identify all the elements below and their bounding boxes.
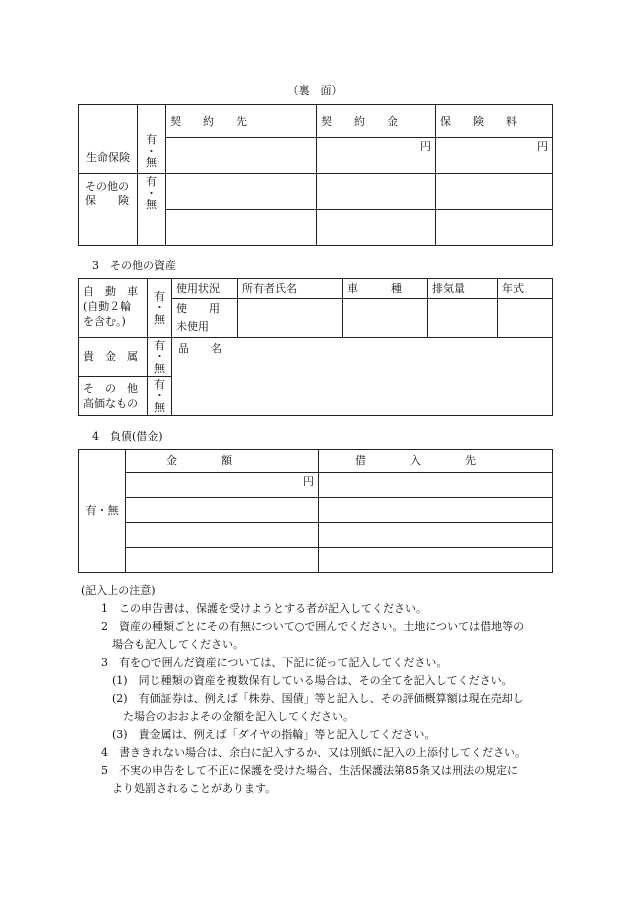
notes-section: [81, 582, 557, 798]
section4-title: 4 負債(借金): [92, 430, 163, 443]
note-line: た場合のおおよその金額を記入してください。: [101, 710, 354, 723]
displacement-cell[interactable]: [428, 299, 498, 338]
note-line: 4 書ききれない場合は、余白に記入するか、又は別紙に記入の上添付してください。: [101, 746, 526, 759]
note-line: 場合も記入してください。: [101, 638, 244, 651]
debt-lender-cell-4[interactable]: [319, 548, 553, 573]
debt-lender-cell-3[interactable]: [319, 523, 553, 548]
note-line: 1 この申告書は、保護を受けようとする者が記入してください。: [101, 602, 427, 615]
life-insurance-label: 生命保険: [79, 105, 138, 174]
debt-table: [78, 449, 553, 573]
header-usage: 使用状況: [172, 279, 238, 299]
life-amount-cell[interactable]: 円: [317, 138, 436, 174]
header-model-year: 年式: [498, 279, 553, 299]
debt-lender-cell-1[interactable]: [319, 473, 553, 498]
header-lender: 借 入 先: [319, 450, 553, 473]
section3-title: 3 その他の資産: [92, 259, 176, 272]
precious-ari-nashi[interactable]: 有 ・ 無: [148, 338, 172, 377]
note-line: 3 有を○で囲んだ資産については、下記に従って記入してください。: [101, 656, 448, 669]
car-label: 自 動 車 (自動２輪 を含む。): [79, 279, 148, 338]
other-premium-cell-2[interactable]: [436, 210, 553, 246]
usage-cell[interactable]: 使 用 未使用: [172, 299, 238, 338]
other-contractor-cell-2[interactable]: [166, 210, 317, 246]
assets-table: [78, 278, 553, 416]
note-line: (3) 貴金属は、例えば「ダイヤの指輪」等と記入してください。: [101, 728, 436, 741]
debt-amount-cell-2[interactable]: [126, 498, 319, 523]
car-type-cell[interactable]: [343, 299, 428, 338]
debt-amount-cell-1[interactable]: 円: [126, 473, 319, 498]
header-owner-name: 所有者氏名: [238, 279, 343, 299]
other-contractor-cell-1[interactable]: [166, 174, 317, 210]
other-valuables-ari-nashi[interactable]: 有 ・ 無: [148, 377, 172, 416]
header-contract-amount: 契 約 金: [317, 105, 436, 138]
life-contractor-cell[interactable]: [166, 138, 317, 174]
car-ari-nashi[interactable]: 有 ・ 無: [148, 279, 172, 338]
debt-amount-cell-3[interactable]: [126, 523, 319, 548]
life-premium-cell[interactable]: 円: [436, 138, 553, 174]
other-premium-cell-1[interactable]: [436, 174, 553, 210]
debt-lender-cell-2[interactable]: [319, 498, 553, 523]
note-line: より処罰されることがあります。: [101, 782, 277, 795]
other-amount-cell-1[interactable]: [317, 174, 436, 210]
other-insurance-ari-nashi[interactable]: 有 ・ 無: [138, 174, 166, 246]
precious-metals-label: 貴 金 属: [79, 338, 148, 377]
insurance-table: [78, 104, 553, 246]
header-car-type: 車 種: [343, 279, 428, 299]
page-title: （裏 面）: [287, 84, 343, 97]
notes-title: (記入上の注意): [81, 584, 156, 597]
debt-amount-cell-4[interactable]: [126, 548, 319, 573]
header-premium: 保 険 料: [436, 105, 553, 138]
note-line: (1) 同じ種類の資産を複数保有している場合は、その全てを記入してください。: [101, 674, 513, 687]
model-year-cell[interactable]: [498, 299, 553, 338]
note-line: 5 不実の申告をして不正に保護を受けた場合、生活保護法第85条又は刑法の規定に: [101, 764, 518, 777]
owner-name-cell[interactable]: [238, 299, 343, 338]
header-displacement: 排気量: [428, 279, 498, 299]
other-valuables-label: そ の 他 高価なもの: [79, 377, 148, 416]
life-insurance-ari-nashi[interactable]: 有 ・ 無: [138, 105, 166, 174]
header-amount: 金 額: [126, 450, 319, 473]
item-name-cell[interactable]: 品 名: [172, 338, 553, 416]
note-line: 2 資産の種類ごとにその有無について○で囲んでください。土地については借地等の: [101, 620, 525, 633]
note-line: (2) 有価証券は、例えば「株券、国債」等と記入し、その評価概算額は現在売却し: [101, 692, 524, 705]
other-amount-cell-2[interactable]: [317, 210, 436, 246]
debt-ari-nashi[interactable]: 有・無: [79, 450, 126, 573]
other-insurance-label: その他の 保 険: [79, 174, 138, 246]
header-contractor: 契 約 先: [166, 105, 317, 138]
